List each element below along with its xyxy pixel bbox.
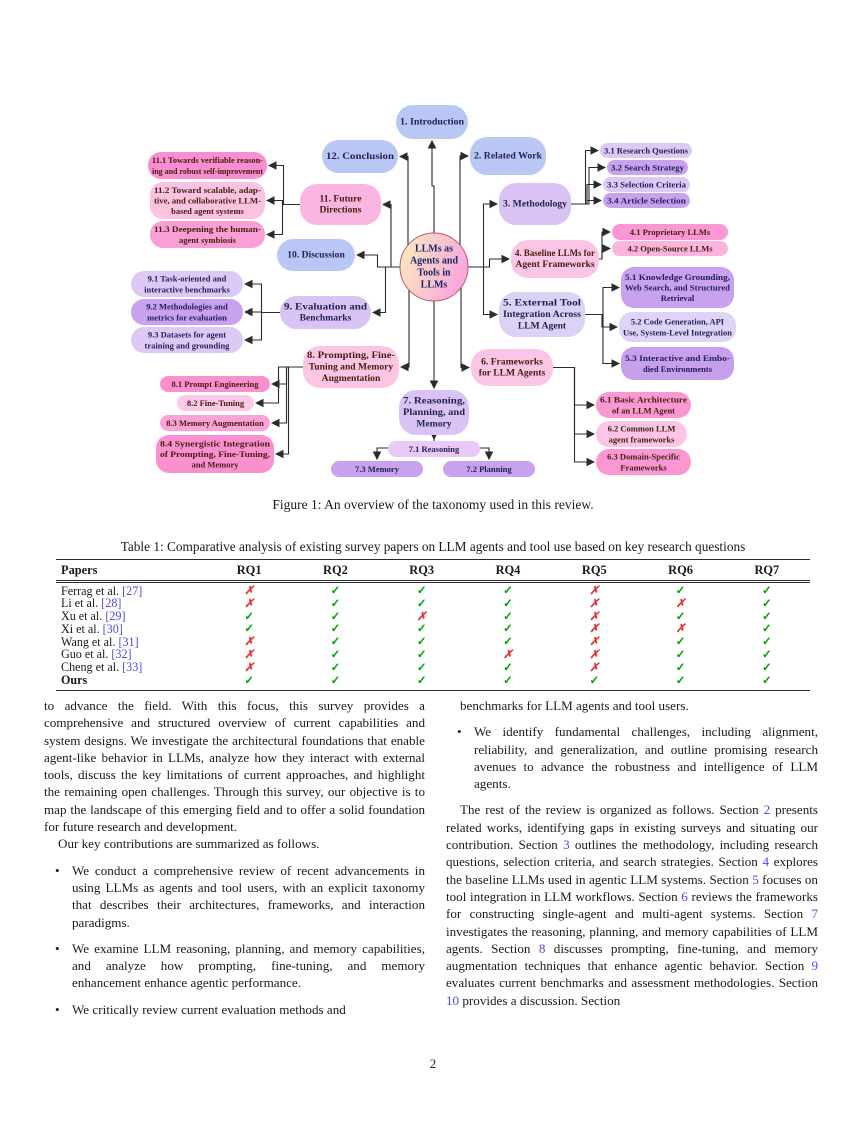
taxonomy-node-10 — [277, 239, 355, 271]
connector — [468, 259, 509, 267]
bullet-item: • We critically review current evaluation methods and — [55, 1001, 346, 1017]
check-icon: ✓ — [416, 636, 427, 649]
comparison-table — [56, 539, 810, 691]
connector — [276, 367, 303, 454]
taxonomy-node-3.1 — [600, 143, 692, 158]
cross-icon: ✗ — [589, 610, 600, 623]
connector — [468, 267, 497, 315]
taxonomy-nodes — [131, 105, 736, 477]
table-row — [56, 675, 810, 688]
center-label: LLMs as Agents and Tools in LLMs — [409, 243, 459, 291]
node-label: 7.3 Memory — [355, 464, 399, 474]
node-label: 8. Prompting, Fine-Tuning and Memory Augmentation — [307, 350, 395, 384]
check-icon: ✓ — [762, 585, 772, 597]
taxonomy-node-8.4 — [156, 435, 274, 473]
connector — [585, 315, 617, 328]
taxonomy-node-8.3 — [160, 415, 270, 431]
figure-caption: Figure 1: An overview of the taxonomy used in this review. — [272, 497, 594, 512]
check-icon: ✓ — [416, 597, 427, 610]
check-icon: ✓ — [762, 636, 772, 649]
connector — [272, 367, 303, 423]
connector — [357, 255, 400, 267]
node-label: 11. Future Directions — [319, 193, 362, 216]
section-link[interactable]: 2 — [763, 802, 771, 818]
node-label: 9.2 Methodologies and metrics for evaluation — [146, 301, 228, 323]
check-icon: ✓ — [762, 648, 772, 661]
check-icon: ✓ — [244, 623, 254, 636]
check-icon: ✓ — [416, 585, 427, 597]
node-label: 5.2 Code Generation, API Use, System-Level Integration — [623, 316, 733, 338]
taxonomy-node-7.2 — [443, 461, 535, 477]
check-icon: ✓ — [416, 661, 427, 674]
check-icon: ✓ — [330, 674, 341, 687]
cross-icon: ✗ — [589, 661, 600, 674]
taxonomy-node-4.1 — [612, 224, 728, 240]
connector — [269, 166, 300, 205]
bullet-marker: • — [55, 1001, 60, 1017]
check-icon: ✓ — [762, 597, 772, 610]
citation-link[interactable]: [32] — [111, 647, 132, 662]
citation-link[interactable]: [33] — [122, 660, 143, 675]
check-icon: ✓ — [416, 623, 427, 636]
node-label: 5. External Tool Integration Across LLM Agent — [503, 297, 582, 332]
check-icon: ✓ — [330, 636, 341, 649]
node-label: 9.1 Task-oriented and interactive benchmarks — [144, 273, 230, 295]
node-label: 6. Frameworks for LLM Agents — [478, 356, 546, 379]
taxonomy-node-8.1 — [160, 376, 270, 392]
taxonomy-node-7 — [399, 390, 469, 435]
check-icon: ✓ — [503, 585, 513, 597]
body-column-right — [446, 697, 818, 1009]
cross-icon: ✗ — [244, 661, 254, 674]
node-label: 10. Discussion — [287, 249, 345, 261]
taxonomy-node-4 — [511, 240, 599, 278]
check-icon: ✓ — [330, 597, 341, 610]
node-label: 6.3 Domain-Specific Frameworks — [607, 451, 680, 473]
table-row — [56, 636, 810, 649]
node-label: 7. Reasoning, Planning, and Memory — [403, 395, 466, 430]
check-icon: ✓ — [675, 636, 686, 649]
section-link[interactable]: 3 — [563, 837, 570, 853]
connector — [468, 204, 497, 267]
cross-icon: ✗ — [416, 610, 427, 623]
cross-icon: ✗ — [589, 648, 600, 661]
taxonomy-node-3 — [499, 183, 571, 225]
cross-icon: ✗ — [675, 623, 686, 636]
connector — [272, 367, 303, 384]
taxonomy-center-node — [400, 233, 468, 301]
node-label: 9. Evaluation and Benchmarks — [284, 301, 368, 324]
taxonomy-node-7.1 — [388, 441, 480, 457]
table-row — [56, 649, 810, 662]
node-label: 5.3 Interactive and Embo-died Environments — [625, 353, 731, 374]
check-icon: ✓ — [330, 610, 341, 623]
paper-name: Ferrag et al. [27] — [61, 583, 143, 598]
node-label: 11.3 Deepening the human-agent symbiosis — [154, 224, 262, 245]
connector — [553, 368, 594, 463]
taxonomy-node-6.3 — [596, 449, 691, 475]
check-icon: ✓ — [675, 648, 686, 661]
check-icon: ✓ — [762, 674, 772, 687]
node-label: 11.2 Toward scalable, adap-tive, and collaborative LLM-based agent systems — [154, 184, 262, 217]
paper-name: Xu et al. [29] — [61, 609, 126, 624]
connector — [553, 368, 594, 406]
check-icon: ✓ — [503, 623, 513, 636]
section-link[interactable]: 6 — [681, 888, 688, 904]
node-label: 8.1 Prompt Engineering — [171, 379, 259, 389]
node-label: 6.2 Common LLM agent frameworks — [607, 423, 676, 445]
table-header-papers: Papers — [61, 563, 98, 577]
check-icon: ✓ — [503, 597, 513, 610]
body-column-left — [44, 697, 425, 1018]
citation-link[interactable]: [27] — [122, 583, 143, 598]
citation-link[interactable]: [30] — [102, 621, 123, 636]
paper-name: Cheng et al. [33] — [61, 660, 143, 675]
table-header-rq1: RQ1 — [236, 563, 262, 577]
taxonomy-node-1 — [396, 105, 468, 139]
bullet-item: • We examine LLM reasoning, planning, and memory capabilities, and analyze how prompting, fine-tuning, and memory enhancement enhance agentic performance. — [55, 940, 425, 991]
paragraph: to advance the field. With this focus, this survey provides a comprehensive and structured overview of current capabilities and system designs. We investigate the architectural foundations that enable agent-like behavior in LLMs, analyze how they interact with external tools, discuss the key limitations of current approaches, and highlight the remaining open challenges. Through this survey, our objective is to map the landscape of this emerging field and to offer a solid foundation for future research and development. — [44, 698, 425, 835]
section-link[interactable]: 7 — [811, 906, 818, 922]
paper-name: Xi et al. [30] — [61, 621, 123, 636]
taxonomy-node-9 — [280, 296, 371, 329]
check-icon: ✓ — [330, 623, 341, 636]
check-icon: ✓ — [503, 636, 513, 649]
cross-icon: ✗ — [244, 636, 254, 649]
taxonomy-node-3.4 — [603, 193, 690, 208]
table-header-rq6: RQ6 — [668, 563, 693, 577]
taxonomy-node-3.2 — [607, 160, 688, 175]
taxonomy-node-4.2 — [612, 241, 728, 256]
node-label: 4.2 Open-Source LLMs — [627, 243, 713, 254]
taxonomy-node-8.2 — [177, 395, 254, 411]
check-icon: ✓ — [330, 585, 341, 597]
taxonomy-node-11.3 — [150, 221, 265, 248]
node-label: 3.4 Article Selection — [607, 195, 687, 206]
check-icon: ✓ — [589, 674, 600, 687]
taxonomy-node-11.2 — [150, 182, 265, 219]
check-icon: ✓ — [762, 610, 772, 623]
node-label: 3.3 Selection Criteria — [607, 179, 687, 190]
paper-name: Li et al. [28] — [61, 596, 122, 611]
cross-icon: ✗ — [589, 623, 600, 636]
connector — [432, 141, 434, 233]
page-number: 2 — [429, 1056, 437, 1071]
node-label: 3. Methodology — [503, 198, 568, 210]
cross-icon: ✗ — [503, 648, 513, 661]
cross-icon: ✗ — [675, 597, 686, 610]
check-icon: ✓ — [416, 648, 427, 661]
taxonomy-node-6.1 — [596, 392, 691, 418]
check-icon: ✓ — [503, 661, 513, 674]
connector — [571, 168, 605, 205]
table-row — [56, 623, 810, 636]
paper-name: Guo et al. [32] — [61, 647, 132, 662]
section-link[interactable]: 10 — [446, 992, 460, 1008]
bullet-marker: • — [457, 724, 462, 740]
table-header-rq2: RQ2 — [323, 563, 348, 577]
section-link[interactable]: 8 — [538, 940, 546, 956]
check-icon: ✓ — [675, 585, 686, 597]
taxonomy-node-9.1 — [131, 271, 243, 297]
section-link[interactable]: 9 — [811, 958, 818, 974]
paragraph-continuation: benchmarks for LLM agents and tool users. — [460, 698, 689, 713]
taxonomy-node-6 — [471, 349, 553, 386]
node-label: 4.1 Proprietary LLMs — [629, 227, 711, 237]
check-icon: ✓ — [675, 674, 686, 687]
check-icon: ✓ — [244, 674, 254, 687]
paragraph: The rest of the review is organized as follows. Section 2 presents related works, identifying gaps in existing surveys and situating our contribution. Section 3 outlines the methodology, including research questions, selection criteria, and search strategies. Section 4 explores the baseline LLMs used in agentic LLM systems. Section 5 focuses on tool integration in LLM workflows. Section 6 reviews the frameworks for constructing single-agent and multi-agent systems. Section 7 investigates the reasoning, planning, and memory capabilities of LLM agents. Section 8 discusses prompting, fine-tuning, and memory augmentation techniques that enhance agentic behavior. Section 9 evaluates current benchmarks and assessment methodologies. Section 10 provides a discussion. Section — [446, 802, 818, 1008]
check-icon: ✓ — [762, 623, 772, 636]
connector — [267, 205, 300, 235]
connector — [245, 284, 280, 313]
cross-icon: ✗ — [244, 597, 254, 610]
connector — [383, 205, 400, 268]
node-label: 11.1 Towards verifiable reason-ing and robust self-improvement — [152, 155, 264, 176]
cross-icon: ✗ — [589, 597, 600, 610]
taxonomy-node-9.2 — [131, 299, 243, 325]
cross-icon: ✗ — [244, 585, 254, 597]
taxonomy-node-2 — [470, 137, 546, 175]
citation-link[interactable]: [31] — [118, 634, 139, 649]
section-link[interactable]: 4 — [762, 854, 769, 870]
node-label: 8.2 Fine-Tuning — [186, 398, 245, 408]
taxonomy-diagram — [0, 0, 866, 492]
node-label: 7.2 Planning — [466, 464, 512, 474]
check-icon: ✓ — [675, 661, 686, 674]
check-icon: ✓ — [503, 674, 513, 687]
node-label: 2. Related Work — [474, 150, 543, 162]
cross-icon: ✗ — [244, 648, 254, 661]
table-row — [56, 611, 810, 624]
taxonomy-node-3.3 — [603, 177, 690, 192]
taxonomy-node-5 — [499, 292, 585, 337]
taxonomy-node-6.2 — [596, 421, 687, 447]
node-label: 6.1 Basic Architecture of an LLM Agent — [600, 394, 688, 416]
node-label: 5.1 Knowledge Grounding, Web Search, and Structured Retrieval — [625, 271, 731, 304]
table-header-rq3: RQ3 — [409, 563, 435, 577]
citation-link[interactable]: [29] — [105, 609, 126, 624]
node-label: 8.3 Memory Augmentation — [166, 418, 264, 428]
check-icon: ✓ — [330, 648, 341, 661]
table-header-rq7: RQ7 — [754, 563, 780, 577]
connector — [599, 232, 610, 259]
table-header-rq5: RQ5 — [581, 563, 607, 577]
cross-icon: ✗ — [589, 636, 600, 649]
bullet-item: • We conduct a comprehensive review of recent advancements in using LLMs as agents and tool users, with an explicit taxonomy that describes their architectures, frameworks, and interaction paradigms. — [55, 862, 425, 930]
connector — [373, 267, 400, 313]
table-header-rq4: RQ4 — [495, 563, 521, 577]
section-link[interactable]: 5 — [752, 871, 759, 887]
connector — [599, 249, 610, 260]
node-label: 4. Baseline LLMs for Agent Frameworks — [515, 247, 596, 271]
node-label: 9.3 Datasets for agent training and grounding — [144, 329, 230, 351]
node-label: 3.2 Search Strategy — [611, 162, 685, 173]
check-icon: ✓ — [503, 610, 513, 623]
cross-icon: ✗ — [589, 585, 600, 597]
table-caption: Table 1: Comparative analysis of existing survey papers on LLM agents and tool use based on key research questions — [120, 539, 746, 554]
connector — [571, 151, 598, 205]
check-icon: ✓ — [762, 661, 772, 674]
taxonomy-node-11 — [300, 184, 381, 225]
table-body — [56, 583, 810, 690]
taxonomy-node-5.1 — [621, 267, 734, 308]
table-row — [56, 585, 810, 598]
bullet-marker: • — [55, 940, 60, 956]
taxonomy-node-7.3 — [331, 461, 423, 477]
node-label: 1. Introduction — [400, 116, 465, 128]
citation-link[interactable]: [28] — [101, 596, 122, 611]
node-label: 7.1 Reasoning — [408, 444, 460, 454]
check-icon: ✓ — [330, 661, 341, 674]
check-icon: ✓ — [675, 610, 686, 623]
taxonomy-node-11.1 — [148, 152, 267, 179]
connector — [585, 288, 619, 315]
taxonomy-node-12 — [322, 140, 398, 173]
node-label: 8.4 Synergistic Integration of Prompting, Fine-Tuning, and Memory — [160, 438, 271, 470]
table — [56, 559, 810, 691]
taxonomy-node-5.3 — [621, 347, 734, 380]
check-icon: ✓ — [416, 674, 427, 687]
node-label: 3.1 Research Questions — [604, 145, 689, 156]
taxonomy-node-9.3 — [131, 327, 243, 353]
taxonomy-node-8 — [303, 346, 399, 388]
paper-name: Ours — [61, 673, 88, 688]
connector — [245, 313, 280, 341]
paper-name: Wang et al. [31] — [61, 634, 139, 649]
paragraph: Our key contributions are summarized as follows. — [58, 836, 320, 852]
table-header-row — [56, 560, 810, 583]
table-row — [56, 598, 810, 611]
node-label: 12. Conclusion — [326, 151, 395, 162]
connector — [553, 368, 594, 435]
bullet-marker: • — [55, 862, 60, 878]
bullet-item: • We identify fundamental challenges, including alignment, reliability, and generalization, and outline promising research avenues to advance the robustness and intelligence of LLM agents. — [457, 724, 818, 792]
table-row — [56, 662, 810, 675]
check-icon: ✓ — [244, 610, 254, 623]
taxonomy-node-5.2 — [619, 312, 736, 342]
